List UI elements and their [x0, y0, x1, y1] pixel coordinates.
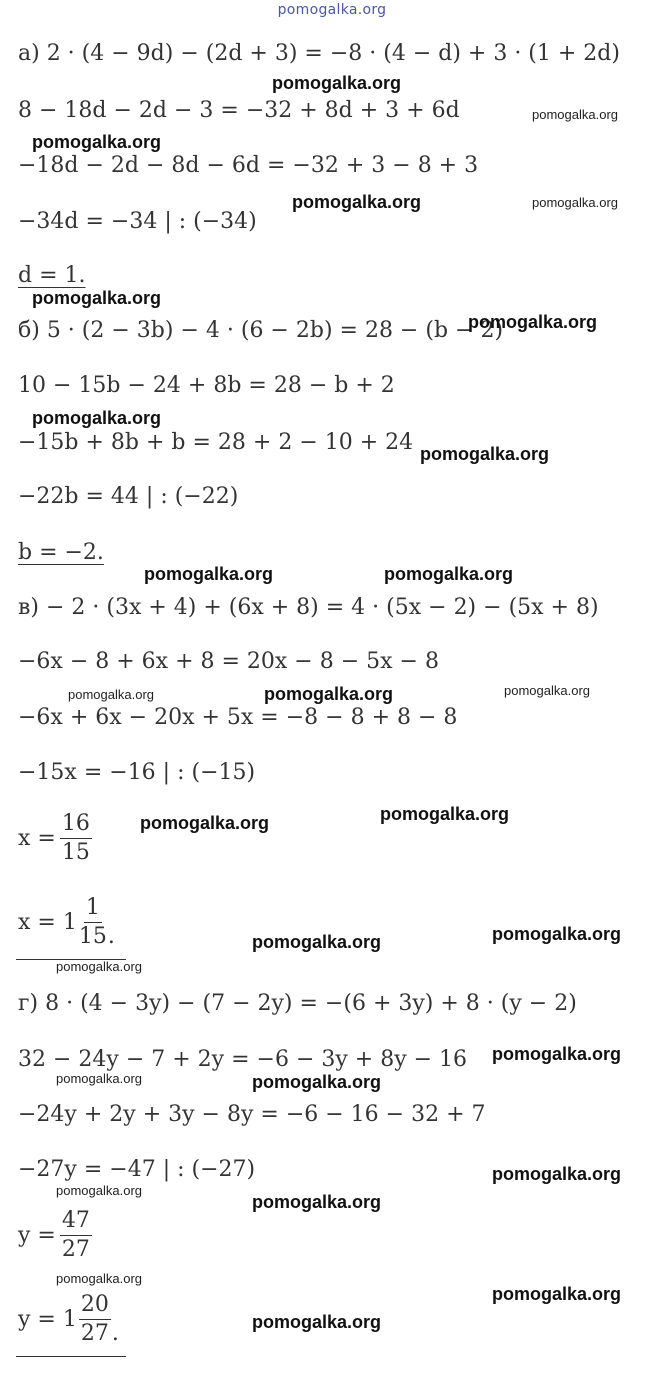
watermark: pomogalka.org: [492, 1284, 622, 1304]
fraction-v-1-numerator: 16: [60, 813, 92, 839]
site-header[interactable]: pomogalka.org: [277, 2, 387, 18]
watermark: pomogalka.org: [56, 1271, 142, 1286]
watermark: pomogalka.org: [56, 959, 142, 974]
fraction-v-2-numerator: 1: [84, 897, 102, 923]
fraction-v-2-lhs: x = 1: [18, 909, 77, 935]
watermark: pomogalka.org: [292, 192, 422, 212]
step-b-2: −15b + 8b + b = 28 + 2 − 10 + 24: [18, 430, 414, 455]
fraction-v-1-lhs: x =: [18, 825, 56, 851]
watermark: pomogalka.org: [32, 408, 162, 428]
watermark: pomogalka.org: [32, 132, 162, 152]
fraction-g-2: [18, 1294, 119, 1345]
watermark: pomogalka.org: [264, 684, 394, 704]
step-b-1: 10 − 15b − 24 + 8b = 28 − b + 2: [18, 373, 395, 398]
equation-a: а) 2 · (4 − 9d) − (2d + 3) = −8 · (4 − d) + 3 · (1 + 2d): [18, 41, 620, 66]
watermark: pomogalka.org: [380, 804, 510, 824]
answer-a: d = 1.: [18, 263, 86, 288]
equation-g: г) 8 · (4 − 3y) − (7 − 2y) = −(6 + 3y) + 8 · (y − 2): [18, 991, 577, 1016]
watermark: pomogalka.org: [140, 813, 270, 833]
step-a-1: 8 − 18d − 2d − 3 = −32 + 8d + 3 + 6d: [18, 98, 460, 123]
fraction-v-1-denominator: 15: [61, 840, 90, 865]
watermark: pomogalka.org: [504, 683, 590, 698]
watermark: pomogalka.org: [532, 195, 618, 210]
fraction-g-2-denominator: 27: [80, 1321, 109, 1346]
fraction-v-2-tail: .: [107, 924, 115, 949]
watermark: pomogalka.org: [68, 687, 154, 702]
step-g-1: 32 − 24y − 7 + 2y = −6 − 3y + 8y − 16: [18, 1047, 468, 1072]
step-v-1: −6x − 8 + 6x + 8 = 20x − 8 − 5x − 8: [18, 649, 439, 674]
step-g-3: −27y = −47 | : (−27): [18, 1157, 256, 1182]
watermark: pomogalka.org: [252, 1192, 382, 1212]
fraction-v-2: [18, 897, 115, 948]
watermark: pomogalka.org: [252, 1312, 382, 1332]
step-a-3: −34d = −34 | : (−34): [18, 209, 257, 234]
equation-b: б) 5 · (2 − 3b) − 4 · (6 − 2b) = 28 − (b − 2): [18, 318, 504, 343]
fraction-g-1-numerator: 47: [60, 1210, 92, 1236]
watermark: pomogalka.org: [32, 288, 162, 308]
step-a-2: −18d − 2d − 8d − 6d = −32 + 3 − 8 + 3: [18, 153, 479, 178]
step-v-3: −15x = −16 | : (−15): [18, 760, 256, 785]
watermark: pomogalka.org: [384, 564, 514, 584]
watermark: pomogalka.org: [252, 1072, 382, 1092]
answer-g-underline: [16, 1356, 126, 1357]
fraction-g-2-lhs: y = 1: [18, 1306, 77, 1332]
step-b-3: −22b = 44 | : (−22): [18, 484, 239, 509]
fraction-v-2-denominator: 15: [78, 924, 107, 949]
watermark: pomogalka.org: [56, 1183, 142, 1198]
fraction-g-2-tail: .: [111, 1321, 119, 1346]
fraction-g-2-numerator: 20: [79, 1294, 111, 1320]
step-v-2: −6x + 6x − 20x + 5x = −8 − 8 + 8 − 8: [18, 705, 458, 730]
fraction-g-1: [18, 1210, 92, 1261]
watermark: pomogalka.org: [492, 1044, 622, 1064]
fraction-v-1: [18, 813, 92, 864]
equation-v: в) − 2 · (3x + 4) + (6x + 8) = 4 · (5x − 2) − (5x + 8): [18, 595, 599, 620]
watermark: pomogalka.org: [492, 1164, 622, 1184]
watermark: pomogalka.org: [272, 73, 402, 93]
fraction-g-1-lhs: y =: [18, 1222, 56, 1248]
watermark: pomogalka.org: [252, 932, 382, 952]
watermark: pomogalka.org: [420, 444, 550, 464]
watermark: pomogalka.org: [532, 107, 618, 122]
step-g-2: −24y + 2y + 3y − 8y = −6 − 16 − 32 + 7: [18, 1102, 486, 1127]
watermark: pomogalka.org: [492, 924, 622, 944]
watermark: pomogalka.org: [468, 312, 598, 332]
answer-b: b = −2.: [18, 540, 104, 565]
watermark: pomogalka.org: [56, 1071, 142, 1086]
fraction-g-1-denominator: 27: [61, 1237, 90, 1262]
watermark: pomogalka.org: [144, 564, 274, 584]
